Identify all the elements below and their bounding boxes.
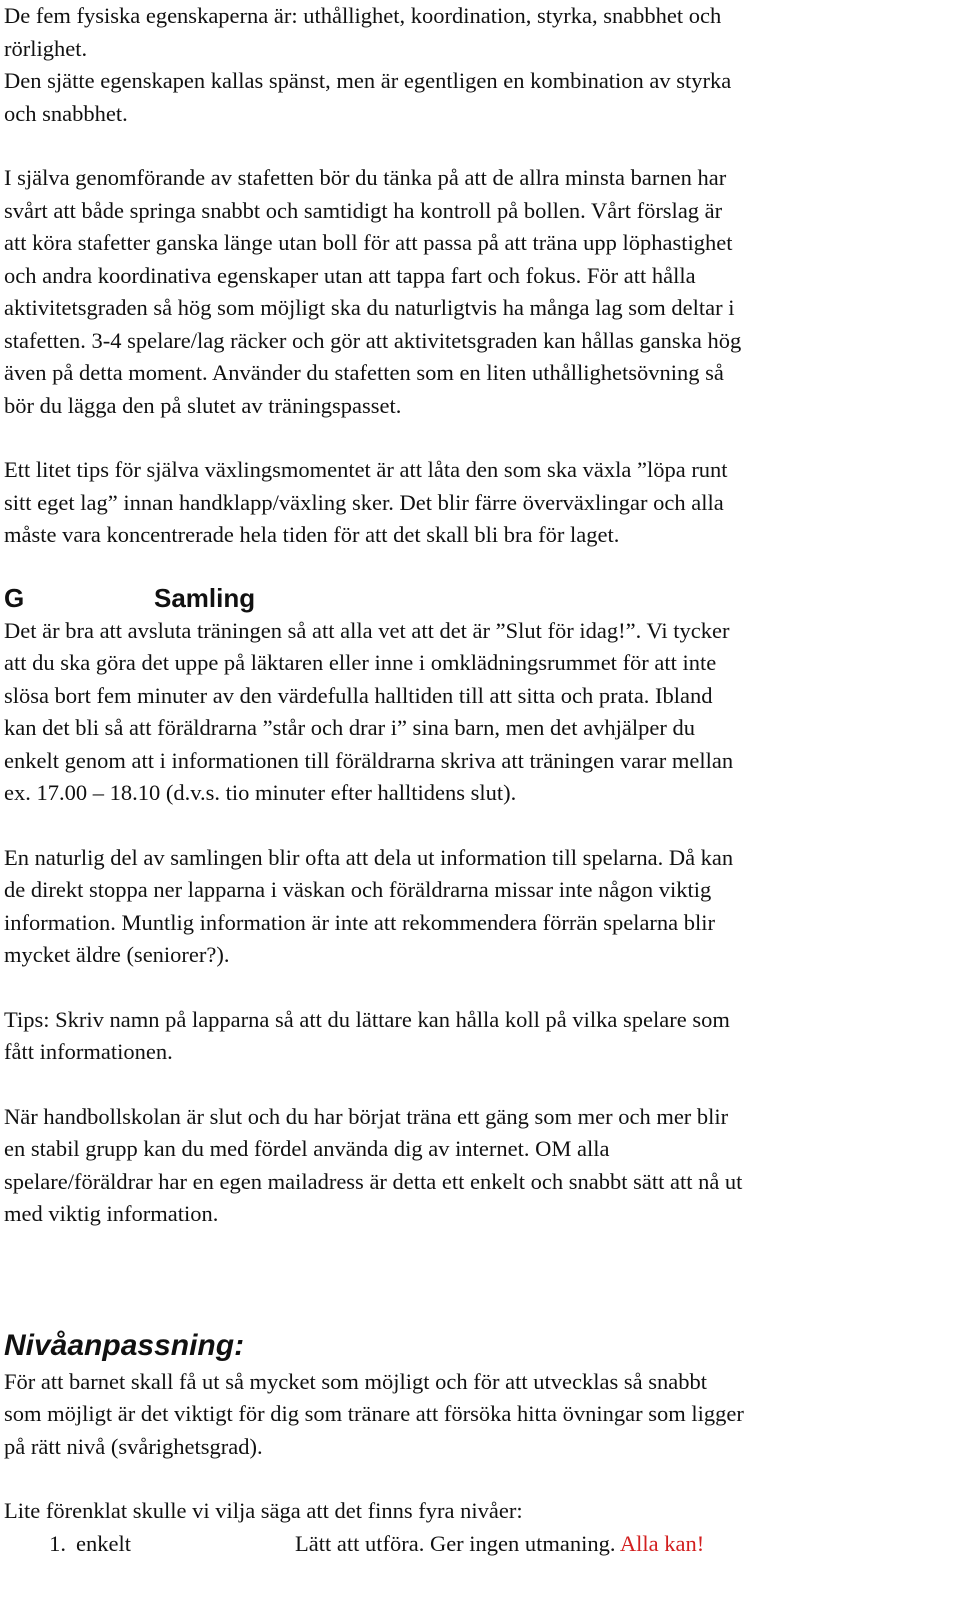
level-description-text: Lätt att utföra. Ger ingen utmaning. — [295, 1530, 620, 1556]
paragraph-four-levels: Lite förenklat skulle vi vilja säga att det finns fyra nivåer: — [4, 1498, 523, 1523]
document-page — [4, 0, 944, 1560]
list-item-level-1 — [4, 1528, 944, 1561]
section-heading-nivaanpassning: Nivåanpassning: — [4, 1328, 245, 1362]
list-number: 1. — [49, 1530, 66, 1556]
section-letter: G — [4, 582, 25, 613]
level-highlight-text: Alla kan! — [619, 1530, 705, 1556]
section-heading-samling — [4, 581, 944, 615]
paragraph-level-intro: För att barnet skall få ut så mycket som möjligt och för att utvecklas så snabbt som möjligt är det viktigt för dig som tränare att försöka hitta övningar som ligger på rätt nivå (svårighetsgrad). — [4, 1368, 744, 1459]
paragraph-relay-execution: I själva genomförande av stafetten bör du tänka på att de allra minsta barnen har svårt att både springa snabbt och samtidigt ha kontroll på bollen. Vårt förslag är att köra stafetter ganska länge utan boll för att passa på att träna upp löphastighet och andra koordinativa egenskaper utan att tappa fart och fokus. För att hålla aktivitetsgraden så hög som möjligt ska du naturligtvis ha många lag som deltar i stafetten. 3-4 spelare/lag räcker och gör att aktivitetsgraden kan hållas ganska hög även på detta moment. Använder du stafetten som en liten uthållighetsövning så bör du lägga den på slutet av träningspasset. — [4, 165, 742, 418]
paragraph-physical-properties: De fem fysiska egenskaperna är: uthållighet, koordination, styrka, snabbhet och rörlighet. Den sjätte egenskapen kallas spänst, men är egentligen en kombination av styrka och snabbhet. — [4, 3, 732, 126]
list-term: enkelt — [76, 1530, 131, 1556]
paragraph-exchange-tip: Ett litet tips för själva växlingsmomentet är att låta den som ska växla ”löpa runt sitt eget lag” innan handklapp/växling sker. Det blir färre överväxlingar och alla måste vara koncentrerade hela tiden för att det skall bli bra för laget. — [4, 457, 728, 547]
list-description — [295, 1528, 704, 1561]
section-title: Samling — [154, 582, 256, 613]
paragraph-tips: Tips: Skriv namn på lapparna så att du lättare kan hålla koll på vilka spelare som fått informationen. — [4, 1006, 730, 1064]
paragraph-information: En naturlig del av samlingen blir ofta att dela ut information till spelarna. Då kan de direkt stoppa ner lapparna i väskan och föräldrarna missar inte någon viktig information. Muntlig information är inte att rekommendera förrän spelarna blir mycket äldre (seniorer?). — [4, 844, 734, 967]
paragraph-internet: När handbollskolan är slut och du har börjat träna ett gäng som mer och mer blir en stabil grupp kan du med fördel använda dig av internet. OM alla spelare/föräldrar har en egen mailadress är detta ett enkelt och snabbt sätt att nå ut med viktig information. — [4, 1103, 743, 1226]
paragraph-end-training: Det är bra att avsluta träningen så att alla vet att det är ”Slut för idag!”. Vi tycker att du ska göra det uppe på läktaren eller inne i omklädningsrummet för att inte slösa bort fem minuter av den värdefulla halltiden till att sitta och prata. Ibland kan det bli så att föräldrarna ”står och drar i” sina barn, men det avhjälper du enkelt genom att i informationen till föräldrarna skriva att träningen varar mellan ex. 17.00 – 18.10 (d.v.s. tio minuter efter halltidens slut). — [4, 617, 734, 805]
